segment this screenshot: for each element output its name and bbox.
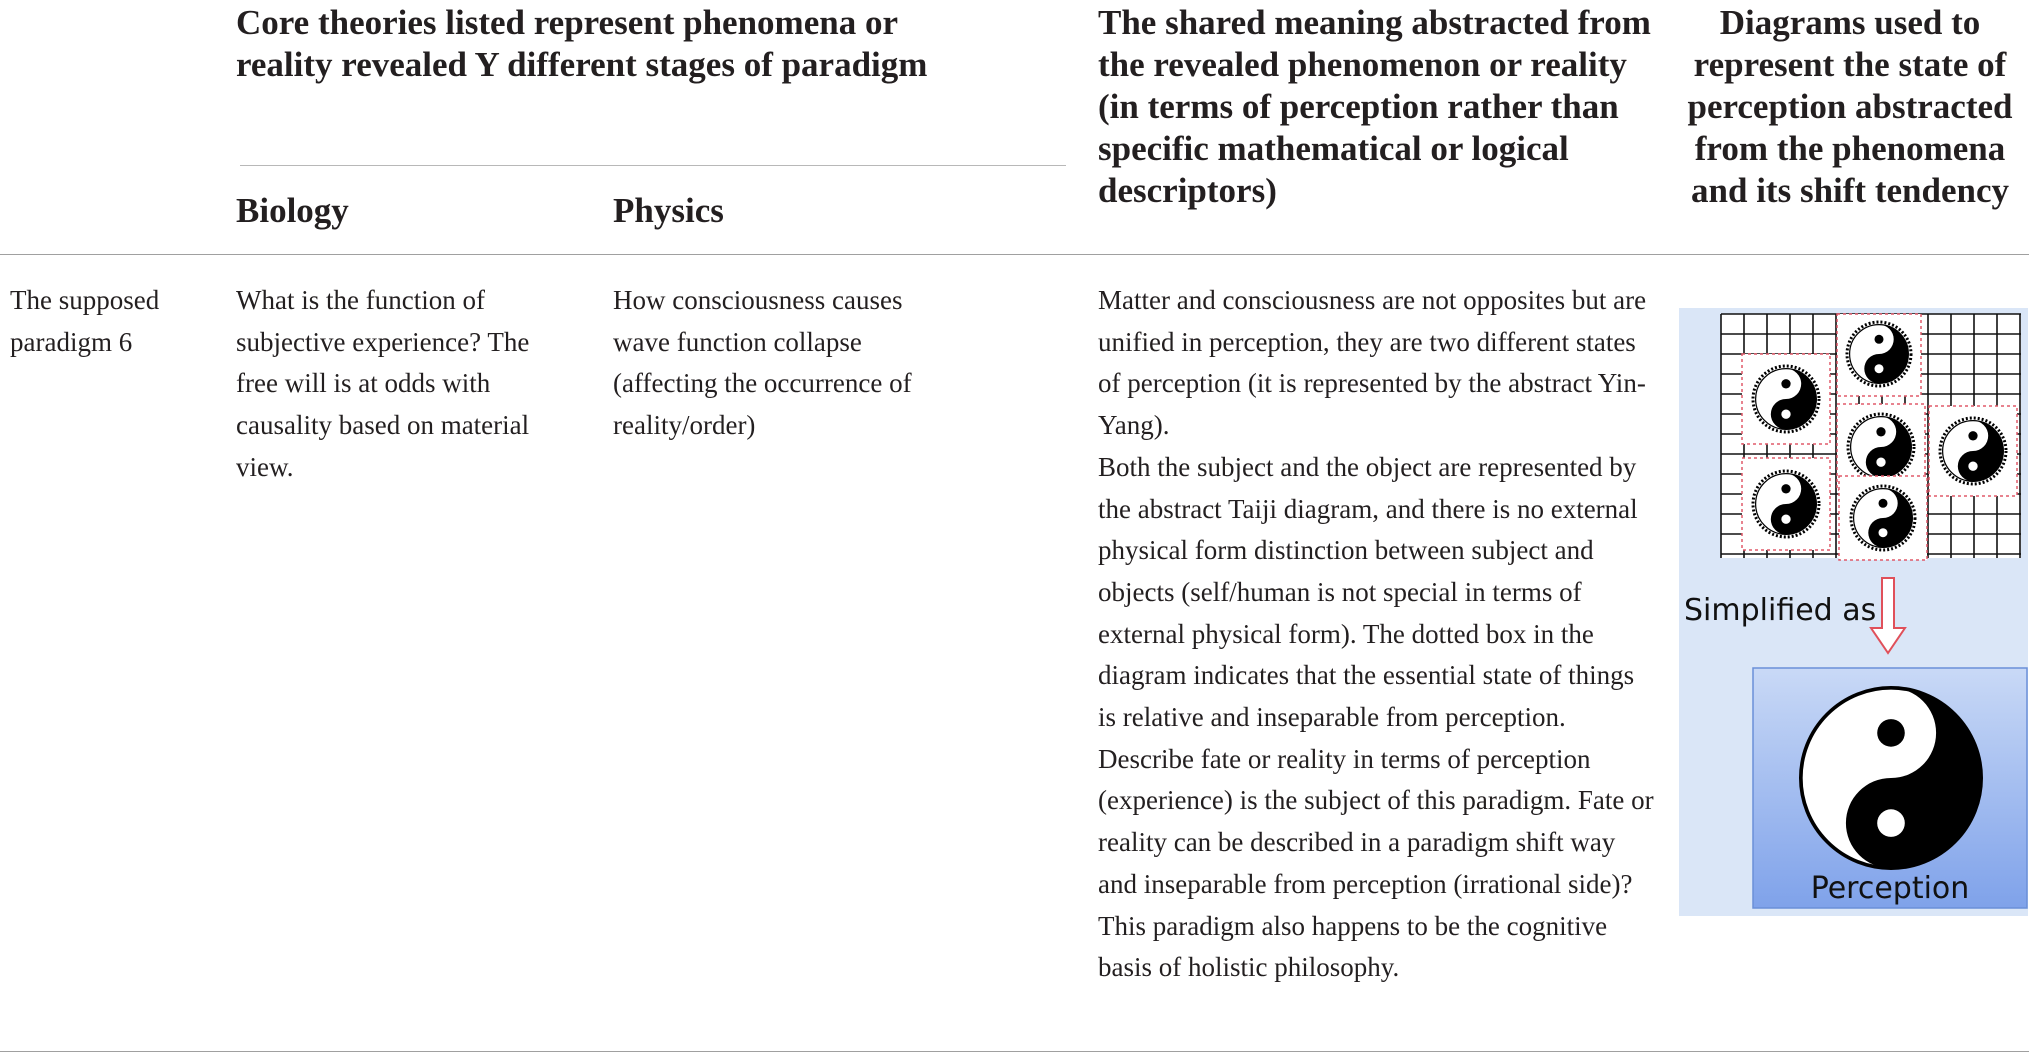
yin-yang-icon	[1756, 474, 1817, 535]
shared-meaning-paragraph-2: Both the subject and the object are represented by the abstract Taiji diagram, and there is no external physical form distinction between subject and objects (self/human is not special in terms of external physical form). The dotted box in the diagram indicates that the essential state of things is relative and inseparable from perception. Describe fate or reality in terms of perception (experience) is the subject of this paradigm. Fate or reality can be described in a paradigm shift way and inseparable from perception (irrational side)? This paradigm also happens to be the cognitive basis of holistic philosophy.	[1098, 451, 1654, 983]
yin-yang-icon	[1854, 489, 1913, 548]
yin-yang-icon	[1801, 688, 1981, 868]
shared-meaning-paragraph-1: Matter and consciousness are not opposites but are unified in perception, they are two different states of perception (it is represented by the abstract Yin-Yang).	[1098, 285, 1647, 441]
perception-label: Perception	[1810, 871, 1970, 906]
row-label: The supposed paradigm 6	[10, 285, 160, 357]
taiji-box-1	[1742, 354, 1830, 444]
header-diagrams: Diagrams used to represent the state of perception abstracted from the phenomena and its shift tendency	[1687, 3, 2013, 210]
yin-yang-icon	[1756, 369, 1817, 430]
simplified-label: Simplified as	[1684, 593, 1877, 628]
table-bottom-rule	[0, 1051, 2029, 1052]
yin-yang-icon	[1851, 417, 1912, 478]
shared-meaning-cell	[1098, 280, 1658, 989]
taiji-box-2	[1837, 314, 1921, 396]
perception-diagram	[1679, 308, 2028, 916]
physics-cell: How consciousness causes wave function collapse (affecting the occurrence of reality/order)	[613, 285, 912, 441]
header-shared-meaning: The shared meaning abstracted from the revealed phenomenon or reality (in terms of perception rather than specific mathematical or logical descriptors)	[1098, 3, 1651, 210]
yin-yang-icon	[1850, 325, 1909, 384]
header-biology: Biology	[236, 191, 349, 230]
taiji-box-6	[1839, 476, 1927, 560]
biology-cell: What is the function of subjective experience? The free will is at odds with causality based on material view.	[236, 285, 530, 482]
header-core-theories: Core theories listed represent phenomena or reality revealed Y different stages of paradigm	[236, 3, 928, 84]
taiji-box-4	[1929, 406, 2017, 496]
taiji-box-5	[1742, 458, 1830, 550]
header-physics: Physics	[613, 191, 724, 230]
yin-yang-icon	[1943, 421, 2004, 482]
header-subdivider	[240, 165, 1066, 166]
header-bottom-rule	[0, 254, 2029, 255]
